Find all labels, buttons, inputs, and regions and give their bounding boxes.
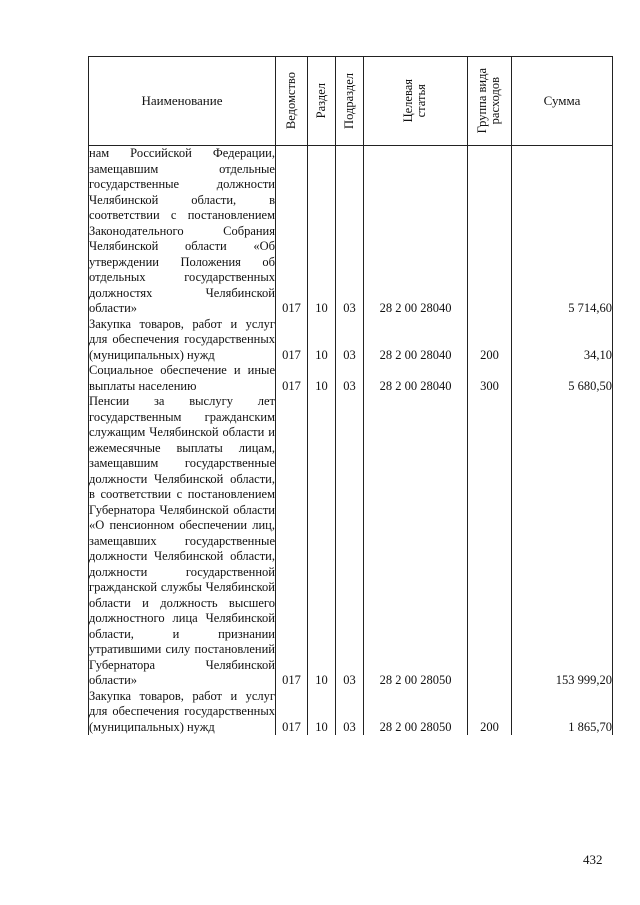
row-exp-group: [468, 394, 512, 689]
row-dept: 017: [276, 317, 308, 364]
row-subsection: 03: [336, 689, 364, 736]
row-exp-group: [468, 146, 512, 317]
header-target-label: Целевая статья: [401, 79, 429, 123]
row-section: 10: [308, 689, 336, 736]
page-number: 432: [583, 852, 603, 867]
header-dept: [276, 57, 308, 146]
row-sum: 34,10: [512, 317, 613, 364]
row-exp-group: 200: [468, 317, 512, 364]
row-dept: 017: [276, 689, 308, 736]
header-name: Наименование: [89, 57, 276, 146]
header-section: [308, 57, 336, 146]
row-section: 10: [308, 394, 336, 689]
table-row: [89, 689, 613, 736]
table-row: [89, 146, 613, 317]
row-name: Социальное обеспечение и иные выплаты населению: [89, 363, 275, 393]
table-row: [89, 394, 613, 689]
row-subsection: 03: [336, 317, 364, 364]
row-sum: 5 680,50: [512, 363, 613, 394]
row-target: 28 2 00 28040: [364, 317, 468, 364]
row-target: 28 2 00 28040: [364, 363, 468, 394]
table-header-row: [89, 57, 613, 146]
budget-table: [88, 56, 613, 735]
header-section-label: Раздел: [313, 83, 328, 119]
table-row: [89, 317, 613, 364]
row-name: Пенсии за выслугу лет государственным гражданским служащим Челябинской области и ежемесячные выплаты лицам, замещавшим государственные должности Челябинской области, в соответствии с постановлением Губернатора Челябинской области «О пенсионном обеспечении лиц, замещавших государственные должности Челябинской области, должности государственной гражданской службы Челябинской области и должность высшего должностного лица Челябинской области, и признании утратившими силу постановлений Губернатора Челябинской области»: [89, 394, 275, 687]
header-subsection: [336, 57, 364, 146]
row-name: Закупка товаров, работ и услуг для обеспечения государственных (муниципальных) нужд: [89, 688, 275, 734]
row-name: Закупка товаров, работ и услуг для обеспечения государственных (муниципальных) нужд: [89, 316, 275, 362]
header-dept-label: Ведомство: [283, 72, 298, 130]
row-sum: 1 865,70: [512, 689, 613, 736]
row-subsection: 03: [336, 394, 364, 689]
row-sum: 153 999,20: [512, 394, 613, 689]
row-exp-group: 300: [468, 363, 512, 394]
row-target: 28 2 00 28050: [364, 689, 468, 736]
row-section: 10: [308, 363, 336, 394]
row-name: нам Российской Федерации, замещавшим отдельные государственные должности Челябинской области, в соответствии с постановлением Законодательного Собрания Челябинской области «Об утверждении Положения об отдельных государственных должностях Челябинской области»: [89, 146, 275, 315]
row-subsection: 03: [336, 363, 364, 394]
header-exp-group: [468, 57, 512, 146]
row-section: 10: [308, 146, 336, 317]
header-exp-group-label: Группа вида расходов: [475, 68, 503, 134]
row-target: 28 2 00 28040: [364, 146, 468, 317]
table-row: [89, 363, 613, 394]
row-target: 28 2 00 28050: [364, 394, 468, 689]
row-exp-group: 200: [468, 689, 512, 736]
header-target: [364, 57, 468, 146]
row-dept: 017: [276, 363, 308, 394]
header-sum: Сумма: [512, 57, 613, 146]
header-subsection-label: Подраздел: [341, 73, 356, 129]
row-dept: 017: [276, 146, 308, 317]
row-section: 10: [308, 317, 336, 364]
row-dept: 017: [276, 394, 308, 689]
row-sum: 5 714,60: [512, 146, 613, 317]
row-subsection: 03: [336, 146, 364, 317]
